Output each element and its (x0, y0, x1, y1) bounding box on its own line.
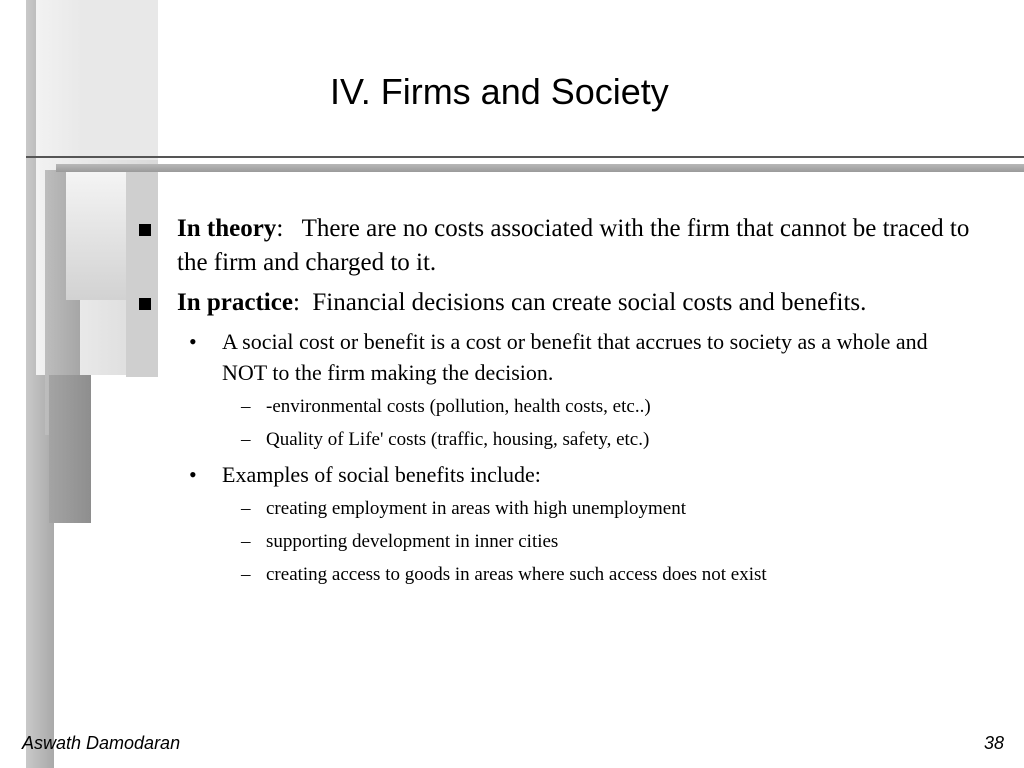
decor-bar-3 (80, 0, 158, 160)
list-item: supporting development in inner cities (266, 531, 559, 552)
decor-bar-7 (49, 375, 91, 523)
dash-marker: – (241, 531, 251, 552)
slide-title: IV. Firms and Society (330, 71, 669, 112)
dash-marker: – (241, 429, 251, 450)
decor-bar-5 (66, 172, 126, 300)
list-item: creating access to goods in areas where such access does not exist (266, 564, 767, 585)
sub-bullet-marker: • (189, 329, 197, 354)
decor-bar-6 (126, 172, 158, 377)
list-item: -environmental costs (pollution, health costs, etc..) (266, 396, 651, 417)
bullet-marker (139, 224, 151, 236)
title-divider-thick (56, 164, 1024, 172)
bullet-sep: : (276, 215, 284, 242)
bullet-lead: In practice (177, 289, 293, 316)
footer-author: Aswath Damodaran (22, 733, 181, 753)
list-item: Quality of Life' costs (traffic, housing, safety, etc.) (266, 429, 650, 450)
page-number: 38 (983, 733, 1004, 753)
list-item: creating employment in areas with high unemployment (266, 498, 687, 519)
bullet-in-practice (177, 286, 987, 320)
sub-bullet-social-cost: A social cost or benefit is a cost or benefit that accrues to society as a whole and NOT to the firm making the decision. (222, 329, 928, 385)
bullet-lead: In theory (177, 215, 277, 242)
dash-marker: – (241, 498, 251, 519)
title-divider-thin (26, 156, 1024, 158)
bullet-text: There are no costs associated with the firm that cannot be traced to the firm and charged to it. (177, 215, 976, 276)
bullet-sep: : (292, 289, 300, 316)
sub-bullet-examples: Examples of social benefits include: (222, 462, 541, 487)
dash-marker: – (241, 396, 251, 417)
sub-bullet-marker: • (189, 462, 197, 487)
bullet-marker (139, 298, 151, 310)
bullet-text: Financial decisions can create social costs and benefits. (299, 289, 867, 316)
dash-marker: – (241, 564, 251, 585)
bullet-in-theory (177, 212, 987, 280)
